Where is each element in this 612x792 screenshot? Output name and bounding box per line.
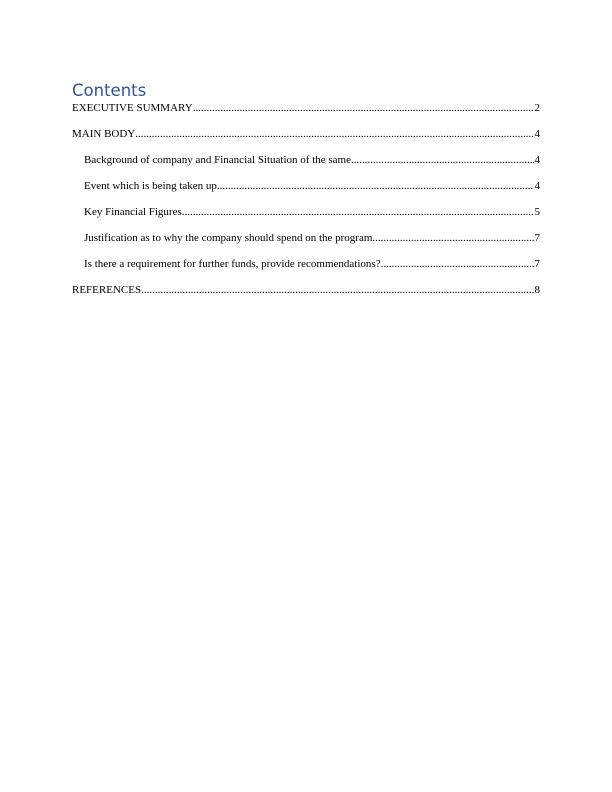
toc-dot-leader: [217, 180, 534, 193]
toc-dot-leader: [141, 284, 533, 297]
toc-entry-title: Is there a requirement for further funds, provide recommendations?: [84, 258, 381, 270]
toc-entry-page-number: 7: [534, 258, 540, 270]
table-of-contents: [72, 102, 540, 310]
toc-entry-title: MAIN BODY: [72, 128, 136, 140]
toc-dot-leader: [182, 206, 534, 219]
toc-entry-key-financial-figures[interactable]: [72, 206, 540, 219]
toc-heading: Contents: [72, 81, 147, 100]
toc-entry-page-number: 7: [534, 232, 540, 244]
toc-entry-background[interactable]: [72, 154, 540, 167]
toc-entry-page-number: 2: [534, 102, 540, 114]
toc-dot-leader: [135, 128, 533, 141]
toc-dot-leader: [193, 102, 534, 115]
toc-entry-page-number: 4: [534, 154, 540, 166]
toc-entry-page-number: 5: [534, 206, 540, 218]
toc-entry-title: Justification as to why the company should spend on the program: [84, 232, 373, 244]
toc-entry-title: EXECUTIVE SUMMARY: [72, 102, 193, 114]
toc-dot-leader: [372, 232, 533, 245]
toc-dot-leader: [381, 258, 534, 271]
toc-entry-references[interactable]: [72, 284, 540, 297]
toc-dot-leader: [351, 154, 534, 167]
toc-entry-justification[interactable]: [72, 232, 540, 245]
toc-entry-title: Key Financial Figures: [84, 206, 182, 218]
toc-entry-page-number: 8: [534, 284, 540, 296]
toc-entry-title: Event which is being taken up: [84, 180, 217, 192]
toc-entry-further-funds[interactable]: [72, 258, 540, 271]
toc-entry-page-number: 4: [534, 180, 540, 192]
toc-entry-title: Background of company and Financial Situation of the same: [84, 154, 351, 166]
toc-entry-event[interactable]: [72, 180, 540, 193]
toc-entry-title: REFERENCES: [72, 284, 142, 296]
toc-entry-executive-summary[interactable]: [72, 102, 540, 115]
toc-entry-page-number: 4: [534, 128, 540, 140]
toc-entry-main-body[interactable]: [72, 128, 540, 141]
